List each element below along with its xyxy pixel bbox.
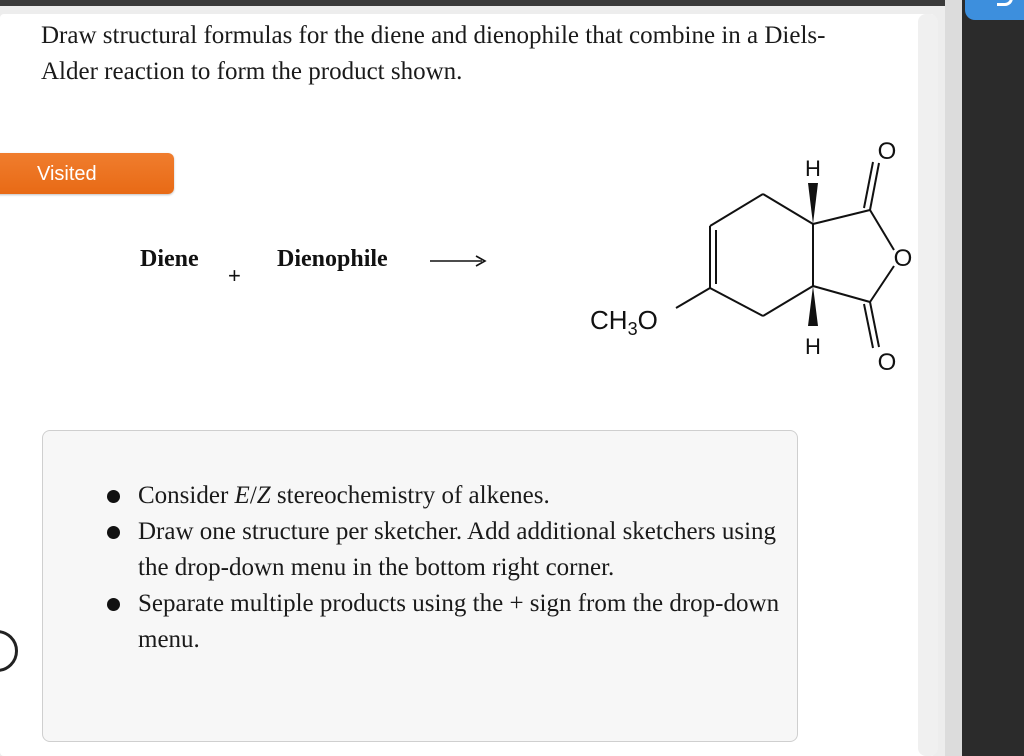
dienophile-label: Dienophile (277, 246, 388, 272)
instruction-3-text: Separate multiple products using the + sign from the drop-down menu. (138, 590, 780, 653)
plus-sign: + (228, 263, 241, 288)
wedge-bond-top (808, 183, 818, 224)
top-border-bar (0, 0, 945, 6)
wedge-bond-bottom (808, 286, 818, 326)
bullet-icon (107, 526, 120, 539)
h-bottom-label: H (805, 334, 821, 359)
corner-action-button[interactable] (965, 0, 1024, 20)
reaction-arrow-icon (428, 252, 490, 270)
methoxy-bond (676, 288, 710, 308)
methoxy-o: O (637, 305, 658, 335)
instruction-item (138, 586, 788, 658)
diene-label: Diene (140, 246, 199, 272)
check-icon (997, 0, 1013, 6)
ring-o-label: O (893, 245, 913, 272)
instruction-1-z: Z (256, 482, 271, 509)
instruction-2-text: Draw one structure per sketcher. Add additional sketchers using the drop-down menu in the bottom right corner. (138, 518, 777, 581)
product-structure (560, 125, 930, 385)
anhydride-ring (813, 162, 894, 348)
methoxy-ch: CH (590, 305, 628, 335)
instruction-1-e: E (234, 482, 250, 509)
methoxy-label (590, 305, 658, 339)
instruction-1-text: Consider (138, 482, 235, 509)
bullet-icon (107, 490, 120, 503)
instruction-item (138, 478, 788, 514)
h-top-label: H (805, 156, 821, 181)
carbonyl-o-top-label: O (877, 138, 897, 165)
cyclohexene-ring (710, 194, 813, 316)
instruction-item (138, 514, 788, 586)
visited-status-label: Visited (37, 163, 97, 185)
bullet-icon (107, 598, 120, 611)
side-dark-region (962, 0, 1024, 756)
methoxy-subscript: 3 (627, 319, 638, 339)
instruction-1-slash: / (249, 482, 257, 509)
carbonyl-o-bottom-label: O (877, 349, 897, 376)
scrollbar-gutter (945, 0, 963, 756)
instruction-1-rest: stereochemistry of alkenes. (270, 482, 550, 509)
question-text: Draw structural formulas for the diene and dienophile that combine in a Diels-Alder reaction to form the product shown. (41, 22, 826, 85)
instructions-list (138, 478, 788, 658)
